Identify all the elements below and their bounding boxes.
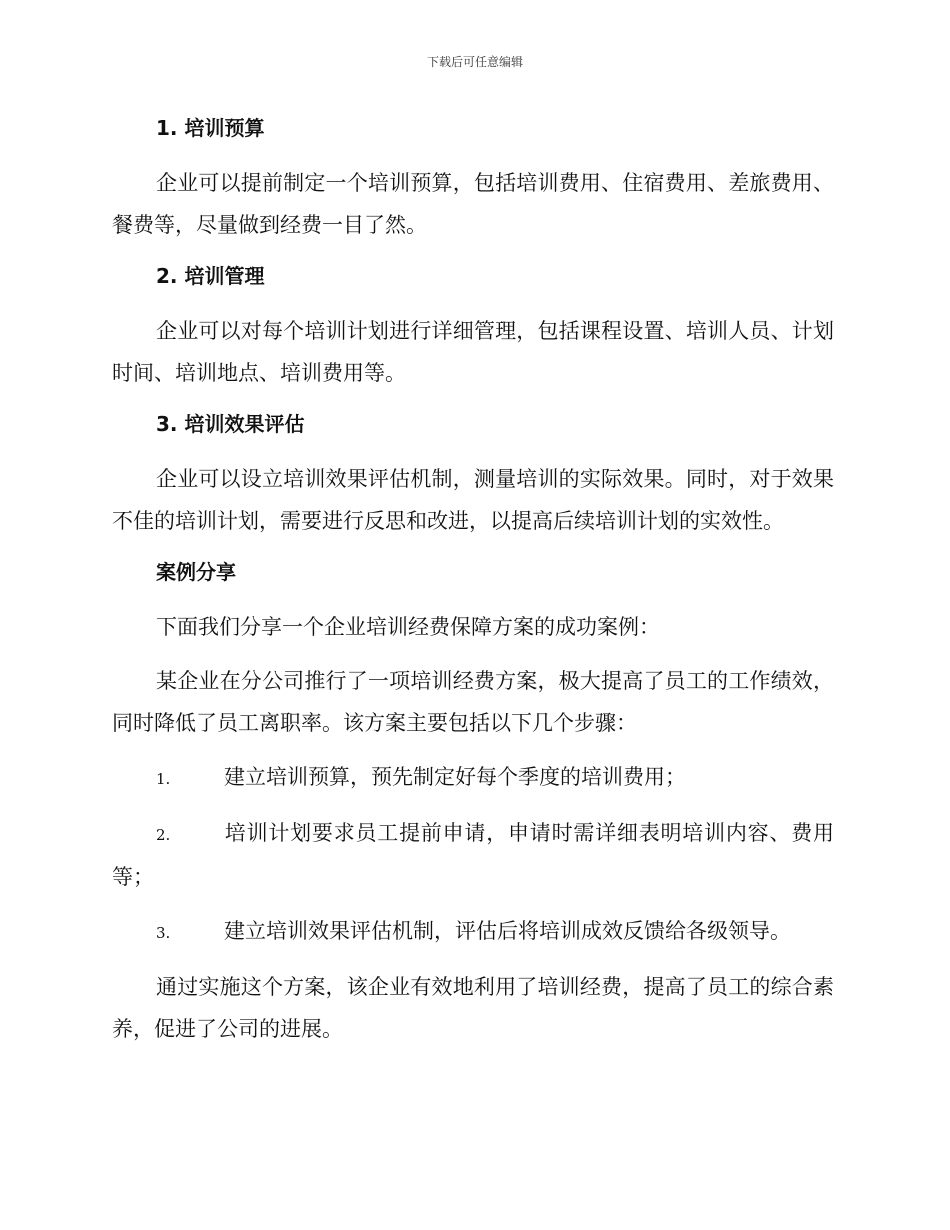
case-step (112, 910, 834, 954)
case-step (112, 812, 834, 898)
section-heading-budget: 1. 培训预算 (156, 116, 265, 140)
case-description: 某企业在分公司推行了一项培训经费方案，极大提高了员工的工作绩效，同时降低了员工离职率。该方案主要包括以下几个步骤： (112, 669, 834, 735)
case-step-text: 培训计划要求员工提前申请，申请时需详细表明培训内容、费用等； (112, 821, 834, 889)
section-paragraph-budget: 企业可以提前制定一个培训预算，包括培训费用、住宿费用、差旅费用、餐费等，尽量做到经费一目了然。 (112, 171, 834, 237)
case-conclusion: 通过实施这个方案，该企业有效地利用了培训经费，提高了员工的综合素养，促进了公司的进展。 (112, 975, 834, 1041)
case-step-text: 建立培训预算，预先制定好每个季度的培训费用； (224, 765, 686, 789)
case-intro: 下面我们分享一个企业培训经费保障方案的成功案例： (156, 615, 660, 639)
document-body (112, 110, 834, 1062)
case-step (112, 756, 834, 800)
case-heading: 案例分享 (156, 560, 236, 584)
case-step-text: 建立培训效果评估机制，评估后将培训成效反馈给各级领导。 (224, 919, 791, 943)
section-heading-evaluation: 3. 培训效果评估 (156, 412, 305, 436)
section-heading-management: 2. 培训管理 (156, 264, 265, 288)
section-paragraph-evaluation: 企业可以设立培训效果评估机制，测量培训的实际效果。同时，对于效果不佳的培训计划，需要进行反思和改进，以提高后续培训计划的实效性。 (112, 467, 834, 533)
case-step-number: 1. (156, 770, 171, 788)
page-header: 下载后可任意编辑 (426, 55, 523, 69)
case-step-number: 3. (156, 924, 171, 942)
section-paragraph-management: 企业可以对每个培训计划进行详细管理，包括课程设置、培训人员、计划时间、培训地点、培训费用等。 (112, 319, 834, 385)
case-step-number: 2. (156, 826, 171, 844)
